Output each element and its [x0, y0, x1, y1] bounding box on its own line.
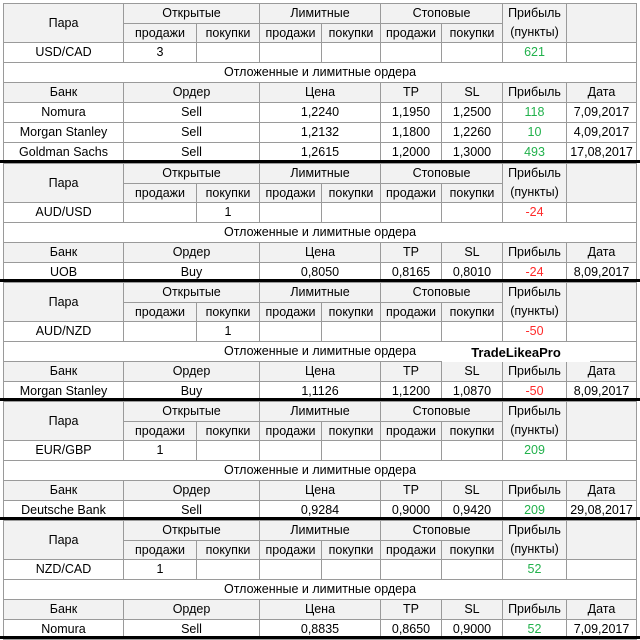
bank-header: Банк [3, 83, 124, 103]
limit-buy-value [322, 203, 381, 223]
order-date: 29,08,2017 [567, 501, 637, 521]
profit-value: 52 [503, 560, 567, 580]
limit-buy-value [322, 322, 381, 342]
order-profit: 52 [503, 620, 567, 640]
stop-sell-value [381, 43, 442, 63]
open-header: Открытые [124, 282, 260, 302]
profit-header: Прибыль [503, 401, 567, 421]
order-price: 1,1126 [260, 382, 381, 402]
limit-buy-header: покупки [322, 23, 381, 43]
stop-header: Стоповые [381, 282, 503, 302]
order-profit-header: Прибыль [503, 481, 567, 501]
open-sell-value: 1 [124, 441, 197, 461]
pending-orders-title: Отложенные и лимитные ордера [3, 223, 637, 243]
order-date: 4,09,2017 [567, 123, 637, 143]
open-buy-header: покупки [197, 540, 260, 560]
points-header: (пункты) [503, 183, 567, 203]
blank-header [567, 401, 637, 421]
stop-sell-header: продажи [381, 23, 442, 43]
pair-name: AUD/USD [3, 203, 124, 223]
open-sell-header: продажи [124, 23, 197, 43]
stop-header: Стоповые [381, 163, 503, 183]
watermark-text: TradeLikeaPro [442, 342, 590, 362]
order-profit: 493 [503, 143, 567, 163]
order-tp: 1,2000 [381, 143, 442, 163]
limit-header: Лимитные [260, 520, 381, 540]
pair-name: EUR/GBP [3, 441, 124, 461]
stop-buy-header: покупки [442, 183, 503, 203]
pair-header: Пара [3, 3, 124, 43]
points-header: (пункты) [503, 540, 567, 560]
stop-buy-header: покупки [442, 302, 503, 322]
stop-sell-value [381, 203, 442, 223]
limit-buy-value [322, 560, 381, 580]
bank-header: Банк [3, 481, 124, 501]
pair-header: Пара [3, 520, 124, 560]
open-buy-value: 1 [197, 203, 260, 223]
limit-sell-value [260, 203, 322, 223]
limit-sell-header: продажи [260, 302, 322, 322]
stop-sell-header: продажи [381, 183, 442, 203]
stop-buy-value [442, 441, 503, 461]
blank-header [567, 282, 637, 302]
order-profit: 10 [503, 123, 567, 143]
open-buy-value [197, 441, 260, 461]
date-header: Дата [567, 600, 637, 620]
stop-buy-value [442, 43, 503, 63]
limit-sell-value [260, 560, 322, 580]
limit-buy-header: покупки [322, 183, 381, 203]
tp-header: TP [381, 481, 442, 501]
sl-header: SL [442, 362, 503, 382]
order-sl: 1,2500 [442, 103, 503, 123]
date-header: Дата [567, 243, 637, 263]
profit-header: Прибыль [503, 520, 567, 540]
stop-sell-header: продажи [381, 302, 442, 322]
sl-header: SL [442, 481, 503, 501]
order-sl: 1,0870 [442, 382, 503, 402]
order-sl: 0,9000 [442, 620, 503, 640]
order-price: 1,2132 [260, 123, 381, 143]
pair-name: USD/CAD [3, 43, 124, 63]
stop-buy-value [442, 322, 503, 342]
pending-orders-title: Отложенные и лимитные ордера [3, 580, 637, 600]
profit-value: -24 [503, 203, 567, 223]
bank-name: Morgan Stanley [3, 382, 124, 402]
stop-buy-value [442, 203, 503, 223]
stop-sell-header: продажи [381, 421, 442, 441]
bank-name: Goldman Sachs [3, 143, 124, 163]
blank-value [567, 203, 637, 223]
open-sell-value: 1 [124, 560, 197, 580]
blank-value [567, 43, 637, 63]
order-profit-header: Прибыль [503, 362, 567, 382]
blank-value [567, 560, 637, 580]
order-profit: 118 [503, 103, 567, 123]
order-sl: 1,3000 [442, 143, 503, 163]
price-header: Цена [260, 481, 381, 501]
open-sell-header: продажи [124, 183, 197, 203]
order-header: Ордер [124, 362, 260, 382]
open-header: Открытые [124, 520, 260, 540]
order-tp: 0,9000 [381, 501, 442, 521]
tp-header: TP [381, 600, 442, 620]
order-profit-header: Прибыль [503, 83, 567, 103]
limit-sell-value [260, 322, 322, 342]
limit-sell-header: продажи [260, 183, 322, 203]
open-buy-value [197, 560, 260, 580]
limit-sell-header: продажи [260, 540, 322, 560]
block-separator [0, 636, 640, 639]
limit-buy-value [322, 43, 381, 63]
stop-sell-value [381, 322, 442, 342]
bank-name: Morgan Stanley [3, 123, 124, 143]
order-price: 0,8050 [260, 263, 381, 283]
order-tp: 1,1800 [381, 123, 442, 143]
blank-header [567, 163, 637, 183]
order-profit-header: Прибыль [503, 243, 567, 263]
sl-header: SL [442, 243, 503, 263]
bank-header: Банк [3, 362, 124, 382]
order-header: Ордер [124, 243, 260, 263]
block-separator [0, 279, 640, 282]
date-header: Дата [567, 481, 637, 501]
open-sell-header: продажи [124, 421, 197, 441]
limit-header: Лимитные [260, 282, 381, 302]
stop-header: Стоповые [381, 401, 503, 421]
order-tp: 0,8165 [381, 263, 442, 283]
sl-header: SL [442, 600, 503, 620]
pending-orders-title: Отложенные и лимитные ордера [3, 63, 637, 83]
blank-subheader [567, 183, 637, 203]
order-profit-header: Прибыль [503, 600, 567, 620]
date-header: Дата [567, 83, 637, 103]
order-profit: -24 [503, 263, 567, 283]
order-tp: 1,1950 [381, 103, 442, 123]
sl-header: SL [442, 83, 503, 103]
order-tp: 0,8650 [381, 620, 442, 640]
limit-buy-header: покупки [322, 421, 381, 441]
limit-sell-value [260, 43, 322, 63]
bank-header: Банк [3, 600, 124, 620]
order-profit: 209 [503, 501, 567, 521]
order-date: 7,09,2017 [567, 103, 637, 123]
order-date: 8,09,2017 [567, 263, 637, 283]
order-date: 8,09,2017 [567, 382, 637, 402]
open-buy-header: покупки [197, 421, 260, 441]
order-type: Sell [124, 620, 260, 640]
pending-orders-title: Отложенные и лимитные ордера [3, 461, 637, 481]
stop-sell-value [381, 441, 442, 461]
pair-header: Пара [3, 282, 124, 322]
open-buy-value: 1 [197, 322, 260, 342]
order-price: 1,2240 [260, 103, 381, 123]
limit-header: Лимитные [260, 163, 381, 183]
limit-sell-value [260, 441, 322, 461]
profit-value: 621 [503, 43, 567, 63]
open-buy-header: покупки [197, 302, 260, 322]
order-profit: -50 [503, 382, 567, 402]
order-header: Ордер [124, 600, 260, 620]
order-type: Sell [124, 143, 260, 163]
profit-value: 209 [503, 441, 567, 461]
open-header: Открытые [124, 3, 260, 23]
order-type: Sell [124, 123, 260, 143]
open-sell-value: 3 [124, 43, 197, 63]
stop-header: Стоповые [381, 520, 503, 540]
date-header: Дата [567, 362, 637, 382]
order-type: Buy [124, 382, 260, 402]
bank-header: Банк [3, 243, 124, 263]
blank-subheader [567, 302, 637, 322]
price-header: Цена [260, 83, 381, 103]
blank-value [567, 322, 637, 342]
tp-header: TP [381, 243, 442, 263]
stop-buy-header: покупки [442, 421, 503, 441]
stop-buy-value [442, 560, 503, 580]
limit-buy-header: покупки [322, 302, 381, 322]
bank-name: UOB [3, 263, 124, 283]
block-separator [0, 398, 640, 401]
stop-sell-header: продажи [381, 540, 442, 560]
block-separator [0, 160, 640, 163]
block-separator [0, 517, 640, 520]
profit-header: Прибыль [503, 163, 567, 183]
stop-buy-header: покупки [442, 23, 503, 43]
order-price: 1,2615 [260, 143, 381, 163]
pending-orders-title: Отложенные и лимитные ордера [3, 342, 637, 362]
open-header: Открытые [124, 163, 260, 183]
order-type: Buy [124, 263, 260, 283]
points-header: (пункты) [503, 23, 567, 43]
order-header: Ордер [124, 83, 260, 103]
tp-header: TP [381, 83, 442, 103]
blank-subheader [567, 540, 637, 560]
pair-header: Пара [3, 163, 124, 203]
blank-subheader [567, 23, 637, 43]
pair-name: AUD/NZD [3, 322, 124, 342]
pair-name: NZD/CAD [3, 560, 124, 580]
price-header: Цена [260, 600, 381, 620]
price-header: Цена [260, 243, 381, 263]
profit-value: -50 [503, 322, 567, 342]
order-type: Sell [124, 103, 260, 123]
open-buy-header: покупки [197, 183, 260, 203]
limit-header: Лимитные [260, 401, 381, 421]
profit-header: Прибыль [503, 282, 567, 302]
order-tp: 1,1200 [381, 382, 442, 402]
bank-name: Nomura [3, 103, 124, 123]
stop-buy-header: покупки [442, 540, 503, 560]
tp-header: TP [381, 362, 442, 382]
stop-sell-value [381, 560, 442, 580]
order-sl: 0,9420 [442, 501, 503, 521]
pair-header: Пара [3, 401, 124, 441]
stop-header: Стоповые [381, 3, 503, 23]
blank-header [567, 520, 637, 540]
open-sell-value [124, 322, 197, 342]
order-header: Ордер [124, 481, 260, 501]
limit-buy-value [322, 441, 381, 461]
points-header: (пункты) [503, 302, 567, 322]
blank-subheader [567, 421, 637, 441]
order-sl: 0,8010 [442, 263, 503, 283]
price-header: Цена [260, 362, 381, 382]
order-sl: 1,2260 [442, 123, 503, 143]
profit-header: Прибыль [503, 3, 567, 23]
open-buy-value [197, 43, 260, 63]
limit-buy-header: покупки [322, 540, 381, 560]
open-header: Открытые [124, 401, 260, 421]
order-type: Sell [124, 501, 260, 521]
points-header: (пункты) [503, 421, 567, 441]
open-sell-header: продажи [124, 540, 197, 560]
order-date: 7,09,2017 [567, 620, 637, 640]
open-sell-header: продажи [124, 302, 197, 322]
limit-sell-header: продажи [260, 23, 322, 43]
bank-name: Nomura [3, 620, 124, 640]
bank-name: Deutsche Bank [3, 501, 124, 521]
limit-sell-header: продажи [260, 421, 322, 441]
blank-value [567, 441, 637, 461]
open-buy-header: покупки [197, 23, 260, 43]
order-price: 0,8835 [260, 620, 381, 640]
order-price: 0,9284 [260, 501, 381, 521]
open-sell-value [124, 203, 197, 223]
order-date: 17,08,2017 [567, 143, 637, 163]
blank-header [567, 3, 637, 23]
limit-header: Лимитные [260, 3, 381, 23]
